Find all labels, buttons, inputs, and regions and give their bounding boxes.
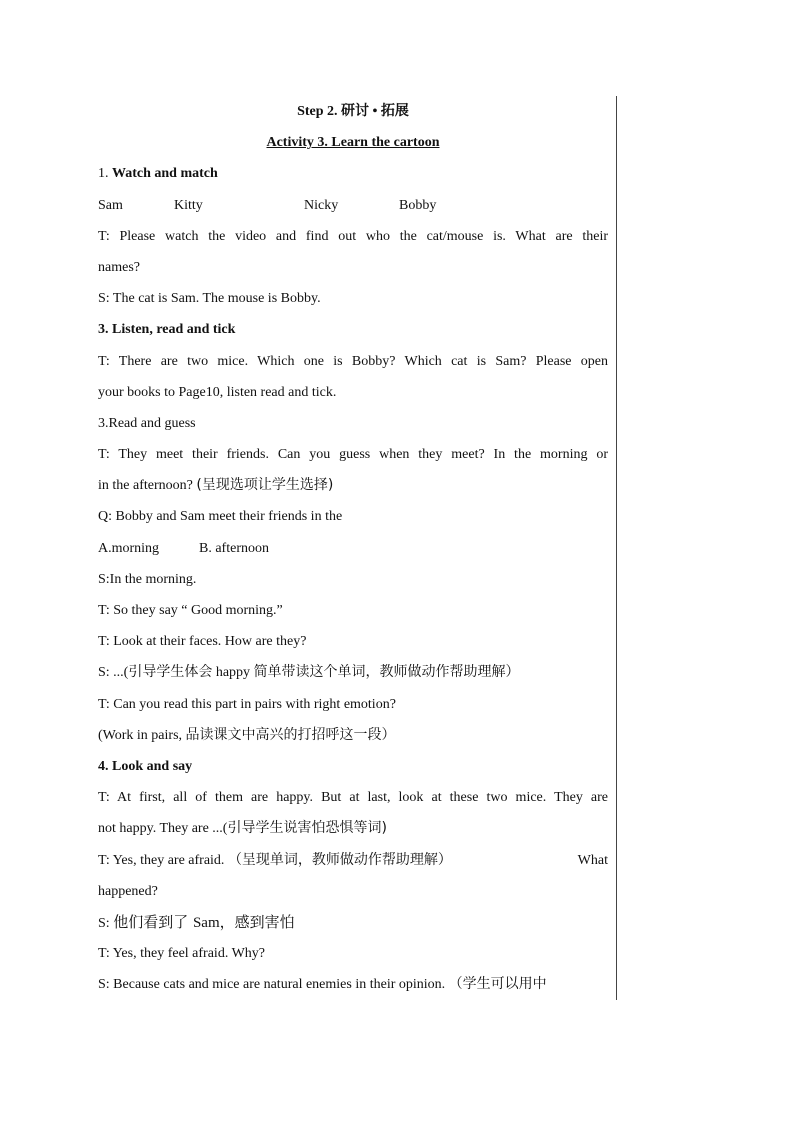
teacher-line: T: Can you read this part in pairs with right emotion?	[98, 696, 396, 712]
instruction-line: (Work in pairs, 品读课文中高兴的打招呼这一段）	[98, 726, 396, 743]
student-line: S: 他们看到了 Sam，感到害怕	[98, 912, 295, 931]
section1-title: 1. Watch and match	[98, 166, 218, 182]
step-heading: Step 2. 研讨 • 拓展	[297, 104, 409, 119]
character-names	[98, 190, 608, 221]
name-bobby: Bobby	[399, 197, 437, 213]
question-line: Q: Bobby and Sam meet their friends in the	[98, 509, 343, 525]
table-border-right	[616, 96, 617, 1000]
student-line: S: Because cats and mice are natural enemies in their opinion. （学生可以用中	[98, 976, 547, 993]
teacher-line-cont: names?	[98, 259, 140, 275]
teacher-line-cont: not happy. They are ...(引导学生说害怕恐惧等词)	[98, 820, 387, 837]
teacher-line: T: So they say “ Good morning.”	[98, 603, 283, 618]
student-line: S:In the morning.	[98, 571, 197, 587]
teacher-line-cont: your books to Page10, listen read and tick.	[98, 384, 337, 400]
section3-title: 3. Listen, read and tick	[98, 322, 236, 338]
teacher-line: T: There are two mice. Which one is Bobby? Which cat is Sam? Please open	[98, 353, 608, 369]
teacher-line-cont: happened?	[98, 883, 158, 899]
name-nicky: Nicky	[304, 197, 339, 213]
teacher-line: T: They meet their friends. Can you guess when they meet? In the morning or	[98, 447, 608, 463]
option-a: A.morning	[98, 540, 160, 556]
name-kitty: Kitty	[174, 197, 203, 213]
teacher-line-cont: in the afternoon? (呈现选项让学生选择)	[98, 477, 334, 494]
answer-options	[98, 533, 608, 564]
option-b: B. afternoon	[199, 540, 269, 556]
teacher-line: T: Please watch the video and find out who the cat/mouse is. What are their	[98, 228, 608, 244]
activity-heading: Activity 3. Learn the cartoon	[266, 135, 440, 151]
section4-title: 4. Look and say	[98, 758, 193, 774]
student-line: S: The cat is Sam. The mouse is Bobby.	[98, 291, 321, 307]
teacher-line: T: Yes, they feel afraid. Why?	[98, 946, 265, 962]
teacher-line: T: At first, all of them are happy. But at last, look at these two mice. They are	[98, 790, 608, 806]
teacher-line: T: Look at their faces. How are they?	[98, 634, 307, 650]
student-line: S: ...(引导学生体会 happy 简单带读这个单词，教师做动作帮助理解）	[98, 664, 520, 681]
teacher-line: T: Yes, they are afraid. （呈现单词，教师做动作帮助理解） What	[98, 851, 608, 868]
lesson-content	[98, 96, 608, 1000]
section3b-title: 3.Read and guess	[98, 415, 196, 431]
name-sam: Sam	[98, 197, 123, 213]
